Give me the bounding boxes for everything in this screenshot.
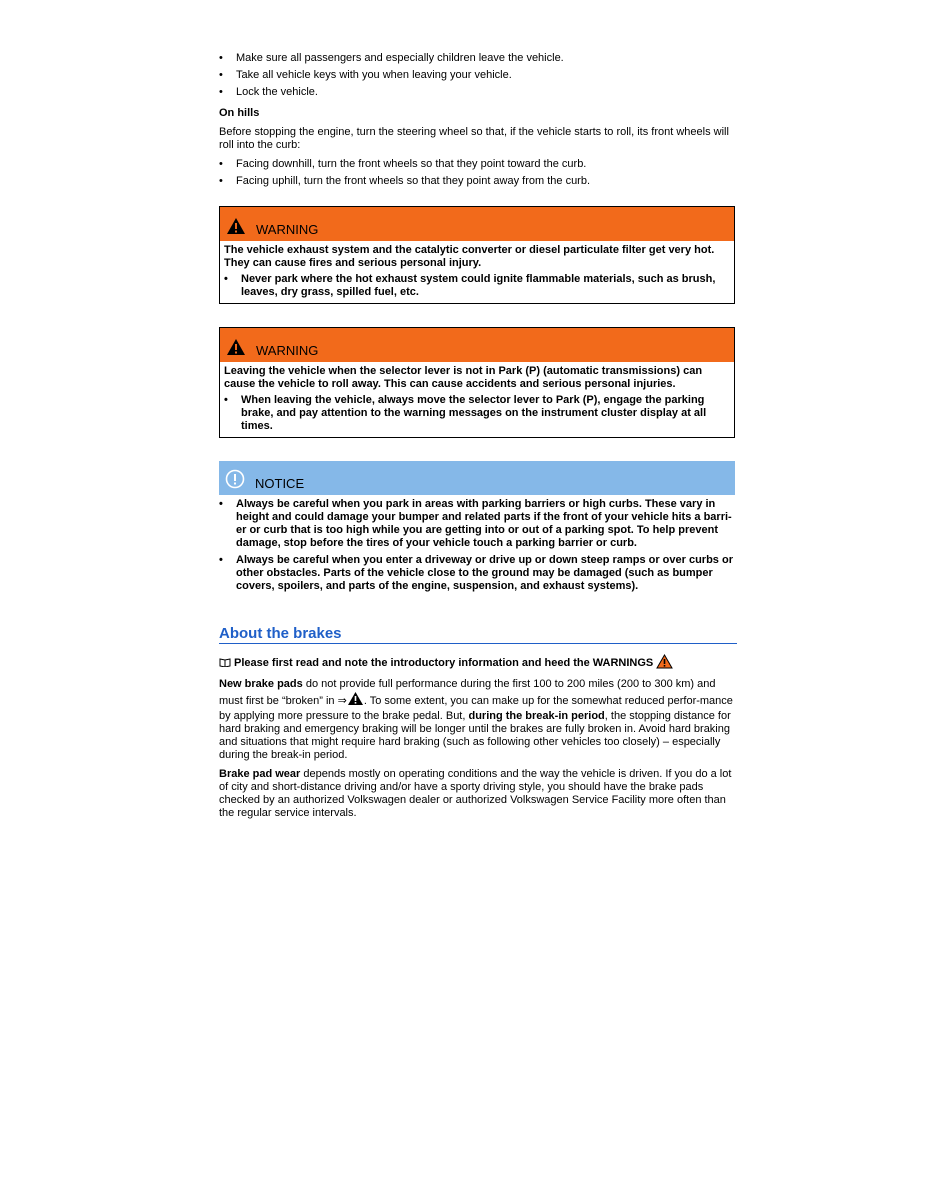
top-bullet-list [219, 52, 735, 99]
warning-header [220, 207, 734, 241]
notice-bullet-text: Always be careful when you enter a driveway or drive up or down steep ramps or over curbs or other obstacles. Parts of the vehicle close to the ground may be damaged (such as bumper covers, spoilers, and parts of the engine, suspension, and exhaust systems). [236, 554, 733, 592]
warning-bullet: • Never park where the hot exhaust system could ignite flammable materials, such as brush, leaves, dry grass, spilled fuel, etc. [224, 273, 716, 298]
hills-heading: On hills [219, 107, 260, 119]
list-item: • Facing downhill, turn the front wheels so that they point toward the curb. [219, 158, 735, 171]
notice-bullet: • Always be careful when you enter a driveway or drive up or down steep ramps or over curbs or other obstacles. Parts of the vehicle close to the ground may be damaged (such as bumper covers, spoilers, and parts of the engine, suspension, and exhaust systems). [219, 554, 733, 592]
warning-bullet: • When leaving the vehicle, always move the selector lever to Park (P), engage the parking brake, and pay attention to the warning messages on the instrument cluster display at all times. [224, 394, 707, 432]
warning-box-exhaust [219, 206, 735, 304]
intro-text: Please first read and note the introductory information and heed the WARNINGS [234, 657, 654, 669]
brake-pads-paragraph [219, 678, 735, 762]
warning-bullet-text: When leaving the vehicle, always move the selector lever to Park (P), engage the parking brake, and pay attention to the warning messages on the instrument cluster display at all times. [241, 394, 707, 432]
list-item: • Facing uphill, turn the front wheels so that they point away from the curb. [219, 175, 735, 188]
brake-pads-term: New brake pads [219, 678, 303, 690]
notice-bullet: • Always be careful when you park in areas with parking barriers or high curbs. These vary in height and could damage your bumper and related parts if the front of your vehicle hits a barri-er or curb that is too high while you are getting into or out of a parking spot. To help prevent damage, stop before the tires of your vehicle touch a parking barrier or curb. [219, 498, 732, 549]
warning-triangle-icon [226, 217, 246, 237]
hills-intro: Before stopping the engine, turn the steering wheel so that, if the vehicle starts to roll, its front wheels will roll into the curb: [219, 126, 729, 151]
warning-triangle-icon [347, 691, 364, 710]
list-item: • Take all vehicle keys with you when leaving your vehicle. [219, 69, 735, 82]
cross-ref-arrow: ⇒ [337, 695, 347, 707]
warning-body [220, 362, 734, 437]
list-item: • Make sure all passengers and especially children leave the vehicle. [219, 52, 735, 65]
warning-label: WARNING [256, 343, 319, 358]
text-run: depends mostly on operating conditions and the way the vehicle is driven. If you do a lot of city and short-distance driving and/or have a sporty driving style, you should have the brake pads checked by an authorized Volkswagen dealer or authorized Volkswagen Service Facility more often than the regular service intervals. [219, 768, 732, 819]
notice-box [219, 461, 735, 593]
warning-bullet-text: Never park where the hot exhaust system could ignite flammable materials, such as brush, leaves, dry grass, spilled fuel, etc. [241, 273, 716, 298]
warning-text: Leaving the vehicle when the selector lever is not in Park (P) (automatic transmissions) can cause the vehicle to roll away. This can cause accidents and serious personal injuries. [224, 365, 703, 390]
warning-header [220, 328, 734, 362]
text-run: , the stopping distance for hard braking and emergency braking will be longer until the brakes are fully broken in. Avoid hard braking and situations that might require hard braking (such as following other vehicles too closely) – especially during the break-in period. [219, 710, 731, 761]
warning-triangle-icon [226, 338, 246, 358]
section-title: About the brakes [219, 627, 737, 644]
intro-instruction [219, 654, 735, 673]
list-item: • Lock the vehicle. [219, 86, 735, 99]
book-icon [219, 657, 231, 671]
break-in-term: during the break-in period [468, 710, 605, 722]
text-run: . To some extent, you can make up for the somewhat reduced perfor-mance by applying more pressure to the brake pedal. But, [219, 695, 733, 722]
warning-body [220, 241, 734, 303]
hills-bullet-list [219, 158, 735, 188]
brake-wear-paragraph [219, 768, 735, 820]
warning-label: WARNING [256, 222, 319, 237]
warning-triangle-icon [656, 654, 673, 673]
notice-header [219, 461, 735, 495]
brake-wear-term: Brake pad wear [219, 768, 301, 780]
notice-bullet-text: Always be careful when you park in areas with parking barriers or high curbs. These vary in height and could damage your bumper and related parts if the front of your vehicle hits a barri-er or curb that is too high while you are getting into or out of a parking spot. To help prevent damage, stop before the tires of your vehicle touch a parking barrier or curb. [236, 498, 732, 549]
text-run: do not provide full performance during the first 100 to 200 miles (200 to 300 km) and must first be “broken” in [219, 678, 716, 707]
notice-exclamation-icon [225, 469, 245, 491]
warning-box-park [219, 327, 735, 438]
page-content [219, 52, 735, 826]
notice-label: NOTICE [255, 476, 305, 491]
notice-body [219, 495, 735, 593]
warning-text: The vehicle exhaust system and the catalytic converter or diesel particulate filter get very hot. They can cause fires and serious personal injury. [224, 244, 715, 269]
